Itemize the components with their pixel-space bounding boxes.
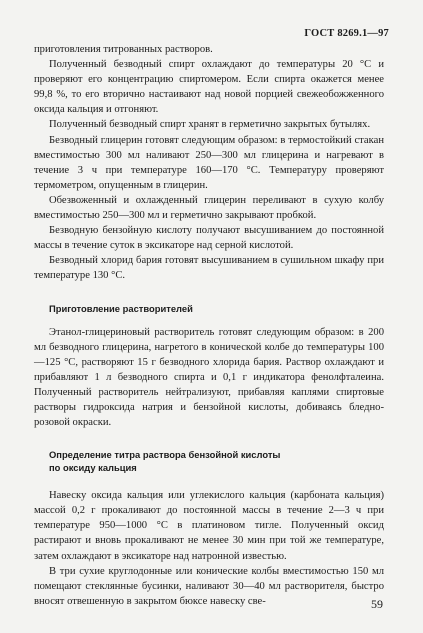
body-paragraph: Полученный безводный спирт хранят в герметично закрытых бутылях. [49,119,371,131]
body-paragraph: Этанол-глицериновый растворитель готовят следующим образом: в 200 мл безводного глицерина, нагретого в конической колбе до температуры 100—125 °С, растворяют 15 г безводного хлорида бария. Раствор охлаждают и прибавляют 1 л безводного спирта и 0,1 г индикатора фенолфталеина. Полученный растворитель нейтрализуют, прибавляя каплями спиртовые растворы гидроксида натрия и бензойной кислоты, добиваясь бледно-розовой окраски. [34,326,384,429]
body-paragraph: Полученный безводный спирт охлаждают до температуры 20 °С и проверяют его концентрацию спиртомером. Если спирта окажется менее 99,8 %, то его вторично настаивают над новой порцией свежеобожженного оксида кальция и отгоняют. [34,59,384,116]
body-paragraph: Безводную бензойную кислоту получают высушиванием до постоянной массы в течение суток в эксикаторе над серной кислотой. [34,225,384,252]
section-title-continued: по оксиду кальция [49,462,137,474]
section-title: Приготовление растворителей [49,302,193,314]
body-paragraph: Безводный глицерин готовят следующим образом: в термостойкий стакан вместимостью 300 мл наливают 250—300 мл глицерина и нагревают в течение 3 ч при температуре 160—170 °С. Температуру проверяют термометром, опущенным в глицерин. [34,134,384,191]
section-title: Определение титра раствора бензойной кислоты [49,449,281,461]
body-paragraph: В три сухие круглодонные или конические колбы вместимостью 150 мл помещают стеклянные бусинки, наливают 30—40 мл растворителя, быстро вносят отвешенную в закрытом бюксе навеску све- [34,565,384,607]
body-paragraph: Безводный хлорид бария готовят высушиванием в сушильном шкафу при температуре 130 °С. [34,255,384,282]
body-paragraph: приготовления титрованных растворов. [34,44,213,55]
body-paragraph: Обезвоженный и охлажденный глицерин переливают в сухую колбу вместимостью 250—300 мл и герметично закрывают пробкой. [34,194,384,222]
page-number: 59 [371,597,383,611]
document-body [34,42,384,609]
standard-header: ГОСТ 8269.1—97 [304,28,389,39]
body-paragraph: Навеску оксида кальция или углекислого кальция (карбоната кальция) массой 0,2 г прокаливают до постоянной массы в течение 2—3 ч при температуре 950—1000 °С в платиновом тигле. Полученный оксид растирают и вновь прокаливают не менее 30 мин при той же температуре, затем охлаждают в эксикаторе над натронной известью. [34,490,384,562]
